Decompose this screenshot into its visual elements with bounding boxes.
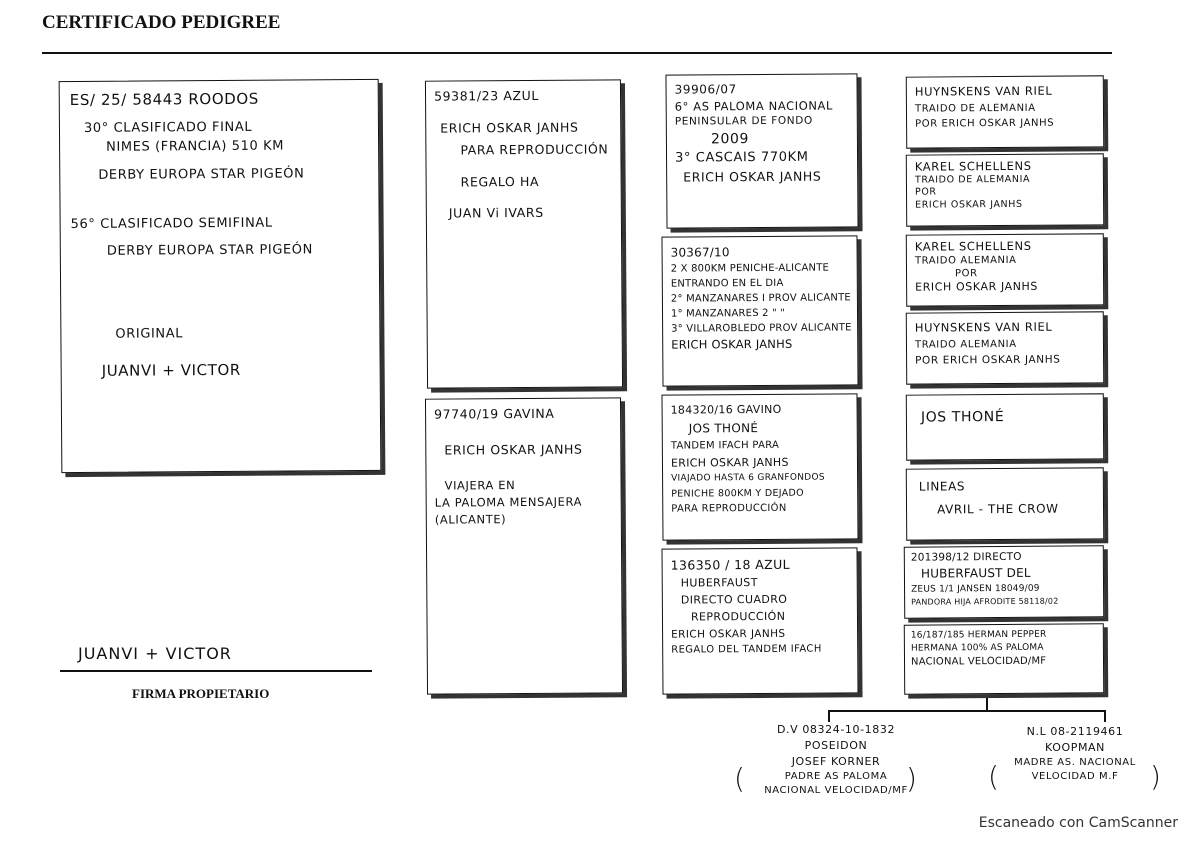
subject-result-line: 30° CLASIFICADO FINAL bbox=[83, 119, 253, 136]
grandparent-info-line: REPRODUCCIÓN bbox=[690, 610, 786, 624]
grandparent-info-line: REGALO DEL TANDEM IFACH bbox=[671, 643, 822, 656]
great-grandparent-card-3 bbox=[906, 233, 1104, 306]
great-grandparent-name: KAREL SCHELLENS bbox=[914, 238, 1032, 254]
open-paren: ( bbox=[734, 762, 745, 795]
subject-owner: JUANVI + VICTOR bbox=[101, 360, 241, 380]
extra-sire-line: POSEIDON bbox=[804, 738, 868, 752]
grandparent-ring: 39906/07 bbox=[674, 82, 737, 97]
grandparent-info-line: PENICHE 800KM Y DEJADO bbox=[671, 487, 804, 500]
extra-dam-line: VELOCIDAD M.F bbox=[1031, 771, 1119, 783]
father-info-line: ERICH OSKAR JANHS bbox=[440, 119, 579, 136]
mother-info-line: VIAJERA EN bbox=[444, 478, 516, 493]
extra-sire-info bbox=[756, 722, 916, 799]
grandparent-info-line: ERICH OSKAR JANHS bbox=[671, 627, 786, 641]
great-grandparent-info-line: POR ERICH OSKAR JANHS bbox=[915, 353, 1061, 367]
extra-dam-line: N.L 08-2119461 bbox=[1026, 725, 1124, 738]
great-grandparent-info-line: ERICH OSKAR JANHS bbox=[915, 279, 1039, 294]
signature-line bbox=[60, 670, 372, 672]
great-grandparent-card-2 bbox=[906, 153, 1104, 226]
great-grandparent-info-line: POR bbox=[914, 186, 937, 198]
owner-signature: JUANVI + VICTOR bbox=[78, 644, 232, 663]
great-grandparent-info-line: TRAIDO DE ALEMANIA bbox=[914, 173, 1031, 186]
grandparent-info-line: ENTRANDO EN EL DIA bbox=[670, 277, 784, 290]
great-grandparent-card-7 bbox=[904, 545, 1104, 618]
subject-origin-label: ORIGINAL bbox=[115, 326, 184, 342]
grandparent-info-line: 2° MANZANARES I PROV ALICANTE bbox=[670, 292, 851, 305]
grandparent-info-line: JOS THONÉ bbox=[688, 420, 759, 436]
great-grandparent-name: JOS THONÉ bbox=[920, 409, 1005, 426]
father-ring: 59381/23 AZUL bbox=[433, 87, 539, 104]
grandparent-info-line: HUBERFAUST bbox=[680, 576, 758, 590]
extra-dam-line: MADRE AS. NACIONAL bbox=[1014, 756, 1136, 768]
great-grandparent-info-line: TRAIDO ALEMANIA bbox=[914, 338, 1017, 351]
grandparent-info-line: 2 X 800KM PENICHE-ALICANTE bbox=[670, 262, 830, 275]
subject-result-line: DERBY EUROPA STAR PIGEÓN bbox=[106, 242, 313, 259]
great-grandparent-info-line: ZEUS 1/1 JANSEN 18049/09 bbox=[911, 583, 1040, 595]
great-grandparent-info-line: NACIONAL VELOCIDAD/MF bbox=[910, 655, 1047, 668]
grandparent-info-line: ERICH OSKAR JANHS bbox=[670, 455, 789, 470]
connector-horizontal bbox=[828, 710, 1106, 712]
mother-info-line: LA PALOMA MENSAJERA bbox=[434, 494, 583, 510]
extra-dam-info bbox=[1000, 724, 1150, 785]
subject-result-line: DERBY EUROPA STAR PIGEÓN bbox=[98, 166, 305, 184]
grandparent-ring: 30367/10 bbox=[670, 245, 730, 260]
extra-sire-line: D.V 08324-10-1832 bbox=[776, 723, 896, 736]
grandparent-info-line: 3° VILLAROBLEDO PROV ALICANTE bbox=[671, 322, 852, 335]
subject-result-line: NIMES (FRANCIA) 510 KM bbox=[106, 138, 285, 155]
mother-card bbox=[425, 397, 623, 694]
grandparent-info-line: DIRECTO CUADRO bbox=[680, 593, 788, 607]
grandparent-info-line: ERICH OSKAR JANHS bbox=[671, 336, 793, 352]
father-card bbox=[425, 79, 623, 388]
extra-dam-line: KOOPMAN bbox=[1044, 740, 1105, 754]
great-grandparent-info-line: LINEAS bbox=[918, 479, 966, 494]
extra-sire-line: NACIONAL VELOCIDAD/MF bbox=[764, 785, 908, 797]
connector-vertical bbox=[828, 710, 830, 722]
page-title: CERTIFICADO PEDIGREE bbox=[42, 12, 281, 33]
great-grandparent-card-4 bbox=[906, 311, 1104, 384]
grandparent-info-line: 3° CASCAIS 770KM bbox=[674, 150, 809, 167]
open-paren: ( bbox=[988, 760, 999, 793]
great-grandparent-card-8 bbox=[904, 623, 1104, 694]
great-grandparent-info-line: HUBERFAUST DEL bbox=[920, 566, 1031, 581]
grandparent-info-line: ERICH OSKAR JANHS bbox=[683, 168, 822, 185]
great-grandparent-info-line: PANDORA HIJA AFRODITE 58118/02 bbox=[911, 596, 1059, 607]
mother-info-line: ERICH OSKAR JANHS bbox=[444, 441, 583, 458]
great-grandparent-card-5 bbox=[906, 393, 1104, 460]
subject-card bbox=[59, 79, 382, 473]
great-grandparent-info-line: ERICH OSKAR JANHS bbox=[915, 198, 1023, 211]
close-paren: ) bbox=[1150, 760, 1161, 793]
scanner-watermark: Escaneado con CamScanner bbox=[978, 815, 1178, 831]
great-grandparent-name: KAREL SCHELLENS bbox=[914, 158, 1032, 174]
great-grandparent-card-6 bbox=[906, 467, 1104, 540]
signature-label: FIRMA PROPIETARIO bbox=[132, 686, 270, 701]
connector-vertical bbox=[986, 698, 988, 710]
father-info-line: PARA REPRODUCCIÓN bbox=[460, 141, 609, 158]
grandparent-ring: 184320/16 GAVINO bbox=[670, 402, 782, 417]
grandparent-info-line: 1° MANZANARES 2 " " bbox=[670, 307, 786, 320]
close-paren: ) bbox=[906, 762, 917, 795]
extra-sire-line: JOSEF KORNER bbox=[791, 754, 881, 768]
father-info-line: JUAN Vi IVARS bbox=[448, 204, 544, 221]
grandparent-card-2 bbox=[661, 235, 858, 386]
grandparent-info-line: PARA REPRODUCCIÓN bbox=[671, 502, 787, 515]
great-grandparent-card-1 bbox=[906, 75, 1104, 148]
great-grandparent-info-line: HERMANA 100% AS PALOMA bbox=[910, 642, 1044, 654]
great-grandparent-ring: 201398/12 DIRECTO bbox=[910, 550, 1022, 564]
connector-vertical bbox=[1104, 710, 1106, 722]
mother-ring: 97740/19 GAVINA bbox=[434, 405, 555, 422]
grandparent-info-line: TANDEM IFACH PARA bbox=[670, 439, 780, 452]
grandparent-info-line: 2009 bbox=[710, 131, 750, 148]
father-info-line: REGALO HA bbox=[460, 174, 540, 190]
grandparent-info-line: 6° AS PALOMA NACIONAL bbox=[674, 98, 834, 114]
grandparent-info-line: VIAJADO HASTA 6 GRANFONDOS bbox=[671, 472, 825, 484]
great-grandparent-name: HUYNSKENS VAN RIEL bbox=[914, 319, 1053, 335]
great-grandparent-info-line: TRAIDO DE ALEMANIA bbox=[914, 102, 1036, 115]
great-grandparent-name: HUYNSKENS VAN RIEL bbox=[914, 83, 1053, 99]
grandparent-card-1 bbox=[665, 73, 858, 228]
subject-ring: ES/ 25/ 58443 ROODOS bbox=[69, 89, 259, 110]
mother-info-line: (ALICANTE) bbox=[434, 511, 507, 527]
great-grandparent-info-line: TRAIDO ALEMANIA bbox=[914, 254, 1017, 267]
grandparent-card-4 bbox=[661, 547, 858, 694]
header-divider bbox=[42, 52, 1112, 54]
great-grandparent-ring: 16/187/185 HERMAN PEPPER bbox=[910, 629, 1047, 641]
great-grandparent-info-line: POR ERICH OSKAR JANHS bbox=[915, 117, 1055, 130]
grandparent-info-line: PENINSULAR DE FONDO bbox=[674, 115, 813, 129]
subject-result-line: 56° CLASIFICADO SEMIFINAL bbox=[70, 215, 273, 233]
great-grandparent-info-line: POR bbox=[954, 268, 978, 280]
grandparent-ring: 136350 / 18 AZUL bbox=[670, 556, 791, 573]
extra-sire-line: PADRE AS PALOMA bbox=[784, 770, 888, 782]
great-grandparent-info-line: AVRIL - THE CROW bbox=[936, 501, 1059, 517]
grandparent-card-3 bbox=[661, 393, 858, 540]
